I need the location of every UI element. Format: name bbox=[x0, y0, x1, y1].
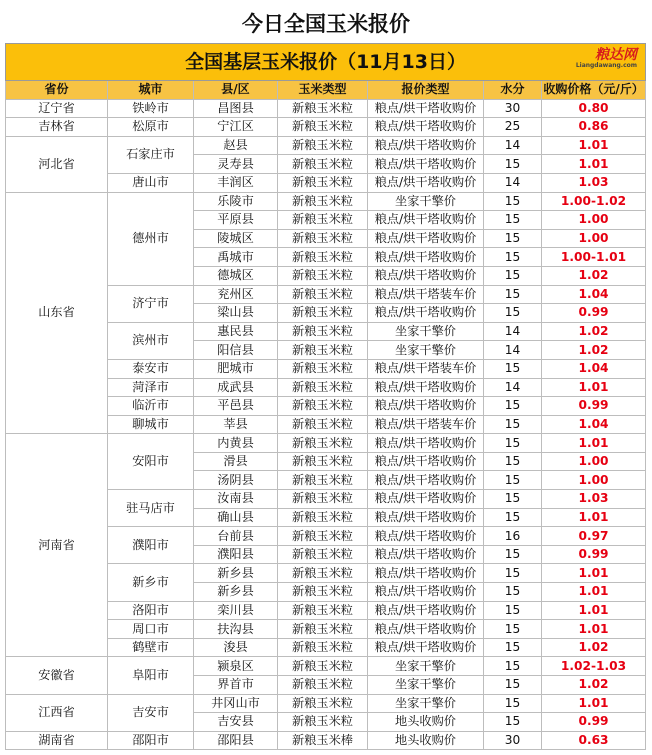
moisture-cell: 15 bbox=[484, 434, 542, 453]
corn-type-cell: 新粮玉米粒 bbox=[278, 285, 368, 304]
province-cell: 河北省 bbox=[6, 136, 108, 192]
quote-type-cell: 粮点/烘干塔收购价 bbox=[368, 583, 484, 602]
quote-type-cell: 坐家干擎价 bbox=[368, 322, 484, 341]
price-cell: 0.86 bbox=[542, 118, 646, 137]
city-cell: 周口市 bbox=[108, 620, 194, 639]
county-cell: 成武县 bbox=[194, 378, 278, 397]
moisture-cell: 15 bbox=[484, 304, 542, 323]
price-cell: 1.04 bbox=[542, 285, 646, 304]
county-cell: 宁江区 bbox=[194, 118, 278, 137]
table-row bbox=[6, 192, 646, 211]
moisture-cell: 15 bbox=[484, 266, 542, 285]
city-cell: 滨州市 bbox=[108, 322, 194, 359]
corn-type-cell: 新粮玉米粒 bbox=[278, 378, 368, 397]
corn-type-cell: 新粮玉米粒 bbox=[278, 545, 368, 564]
table-row bbox=[6, 136, 646, 155]
moisture-cell: 30 bbox=[484, 99, 542, 118]
moisture-cell: 15 bbox=[484, 657, 542, 676]
table-row bbox=[6, 731, 646, 750]
moisture-cell: 15 bbox=[484, 155, 542, 174]
county-cell: 阳信县 bbox=[194, 341, 278, 360]
province-cell: 河南省 bbox=[6, 434, 108, 657]
county-cell: 浚县 bbox=[194, 638, 278, 657]
city-cell: 吉安市 bbox=[108, 694, 194, 731]
quote-type-cell: 粮点/烘干塔收购价 bbox=[368, 545, 484, 564]
corn-type-cell: 新粮玉米粒 bbox=[278, 694, 368, 713]
county-cell: 惠民县 bbox=[194, 322, 278, 341]
moisture-cell: 15 bbox=[484, 620, 542, 639]
moisture-cell: 15 bbox=[484, 583, 542, 602]
moisture-cell: 15 bbox=[484, 415, 542, 434]
page-title: 今日全国玉米报价 bbox=[242, 12, 410, 36]
quote-type-cell: 粮点/烘干塔收购价 bbox=[368, 508, 484, 527]
moisture-cell: 15 bbox=[484, 545, 542, 564]
province-cell: 湖南省 bbox=[6, 731, 108, 750]
price-cell: 1.02 bbox=[542, 676, 646, 695]
city-cell: 临沂市 bbox=[108, 397, 194, 416]
table-banner bbox=[6, 44, 646, 81]
quote-type-cell: 粮点/烘干塔收购价 bbox=[368, 136, 484, 155]
corn-type-cell: 新粮玉米粒 bbox=[278, 657, 368, 676]
corn-type-cell: 新粮玉米粒 bbox=[278, 136, 368, 155]
city-cell: 濮阳市 bbox=[108, 527, 194, 564]
price-table bbox=[5, 43, 646, 750]
quote-type-cell: 地头收购价 bbox=[368, 731, 484, 750]
province-cell: 吉林省 bbox=[6, 118, 108, 137]
moisture-cell: 15 bbox=[484, 359, 542, 378]
price-cell: 1.03 bbox=[542, 490, 646, 509]
table-row bbox=[6, 657, 646, 676]
quote-type-cell: 坐家干擎价 bbox=[368, 676, 484, 695]
quote-type-cell: 粮点/烘干塔收购价 bbox=[368, 304, 484, 323]
county-cell: 吉安县 bbox=[194, 713, 278, 732]
quote-type-cell: 粮点/烘干塔收购价 bbox=[368, 266, 484, 285]
quote-type-cell: 粮点/烘干塔收购价 bbox=[368, 99, 484, 118]
moisture-cell: 15 bbox=[484, 676, 542, 695]
moisture-cell: 15 bbox=[484, 471, 542, 490]
price-cell: 1.04 bbox=[542, 359, 646, 378]
header-moisture: 水分 bbox=[484, 81, 542, 100]
corn-type-cell: 新粮玉米棒 bbox=[278, 731, 368, 750]
header-row bbox=[6, 81, 646, 100]
moisture-cell: 14 bbox=[484, 378, 542, 397]
quote-type-cell: 粮点/烘干塔收购价 bbox=[368, 118, 484, 137]
quote-type-cell: 粮点/烘干塔收购价 bbox=[368, 638, 484, 657]
quote-type-cell: 坐家干擎价 bbox=[368, 694, 484, 713]
county-cell: 台前县 bbox=[194, 527, 278, 546]
corn-type-cell: 新粮玉米粒 bbox=[278, 527, 368, 546]
price-cell: 1.01 bbox=[542, 694, 646, 713]
county-cell: 濮阳县 bbox=[194, 545, 278, 564]
city-cell: 鹤壁市 bbox=[108, 638, 194, 657]
city-cell: 安阳市 bbox=[108, 434, 194, 490]
corn-type-cell: 新粮玉米粒 bbox=[278, 322, 368, 341]
moisture-cell: 15 bbox=[484, 192, 542, 211]
price-cell: 0.63 bbox=[542, 731, 646, 750]
price-cell: 1.00-1.02 bbox=[542, 192, 646, 211]
price-cell: 1.02 bbox=[542, 322, 646, 341]
county-cell: 梁山县 bbox=[194, 304, 278, 323]
table-row bbox=[6, 434, 646, 453]
quote-type-cell: 坐家干擎价 bbox=[368, 657, 484, 676]
header-quote-type: 报价类型 bbox=[368, 81, 484, 100]
moisture-cell: 25 bbox=[484, 118, 542, 137]
county-cell: 汤阴县 bbox=[194, 471, 278, 490]
corn-type-cell: 新粮玉米粒 bbox=[278, 341, 368, 360]
price-cell: 1.01 bbox=[542, 508, 646, 527]
corn-type-cell: 新粮玉米粒 bbox=[278, 173, 368, 192]
moisture-cell: 15 bbox=[484, 564, 542, 583]
corn-type-cell: 新粮玉米粒 bbox=[278, 620, 368, 639]
moisture-cell: 15 bbox=[484, 638, 542, 657]
moisture-cell: 14 bbox=[484, 322, 542, 341]
moisture-cell: 15 bbox=[484, 713, 542, 732]
corn-type-cell: 新粮玉米粒 bbox=[278, 266, 368, 285]
county-cell: 颍泉区 bbox=[194, 657, 278, 676]
quote-type-cell: 地头收购价 bbox=[368, 713, 484, 732]
moisture-cell: 14 bbox=[484, 136, 542, 155]
county-cell: 汝南县 bbox=[194, 490, 278, 509]
header-city: 城市 bbox=[108, 81, 194, 100]
corn-type-cell: 新粮玉米粒 bbox=[278, 713, 368, 732]
price-cell: 1.02 bbox=[542, 638, 646, 657]
price-cell: 0.99 bbox=[542, 713, 646, 732]
corn-type-cell: 新粮玉米粒 bbox=[278, 248, 368, 267]
moisture-cell: 15 bbox=[484, 211, 542, 230]
county-cell: 兖州区 bbox=[194, 285, 278, 304]
moisture-cell: 15 bbox=[484, 490, 542, 509]
county-cell: 邵阳县 bbox=[194, 731, 278, 750]
price-cell: 1.00 bbox=[542, 471, 646, 490]
corn-type-cell: 新粮玉米粒 bbox=[278, 638, 368, 657]
corn-type-cell: 新粮玉米粒 bbox=[278, 434, 368, 453]
brand-logo bbox=[576, 48, 637, 69]
quote-type-cell: 粮点/烘干塔装车价 bbox=[368, 415, 484, 434]
county-cell: 赵县 bbox=[194, 136, 278, 155]
price-cell: 1.02 bbox=[542, 341, 646, 360]
corn-type-cell: 新粮玉米粒 bbox=[278, 304, 368, 323]
moisture-cell: 14 bbox=[484, 173, 542, 192]
price-cell: 1.00 bbox=[542, 211, 646, 230]
quote-type-cell: 粮点/烘干塔收购价 bbox=[368, 229, 484, 248]
moisture-cell: 15 bbox=[484, 601, 542, 620]
moisture-cell: 15 bbox=[484, 694, 542, 713]
county-cell: 平原县 bbox=[194, 211, 278, 230]
city-cell: 新乡市 bbox=[108, 564, 194, 601]
price-cell: 1.04 bbox=[542, 415, 646, 434]
price-cell: 0.99 bbox=[542, 397, 646, 416]
county-cell: 新乡县 bbox=[194, 583, 278, 602]
price-cell: 1.01 bbox=[542, 378, 646, 397]
county-cell: 内黄县 bbox=[194, 434, 278, 453]
city-cell: 唐山市 bbox=[108, 173, 194, 192]
corn-type-cell: 新粮玉米粒 bbox=[278, 359, 368, 378]
table-row bbox=[6, 99, 646, 118]
corn-type-cell: 新粮玉米粒 bbox=[278, 229, 368, 248]
corn-type-cell: 新粮玉米粒 bbox=[278, 118, 368, 137]
province-cell: 山东省 bbox=[6, 192, 108, 434]
city-cell: 聊城市 bbox=[108, 415, 194, 434]
corn-type-cell: 新粮玉米粒 bbox=[278, 490, 368, 509]
corn-type-cell: 新粮玉米粒 bbox=[278, 564, 368, 583]
moisture-cell: 15 bbox=[484, 452, 542, 471]
header-county: 县/区 bbox=[194, 81, 278, 100]
corn-type-cell: 新粮玉米粒 bbox=[278, 471, 368, 490]
price-cell: 0.97 bbox=[542, 527, 646, 546]
moisture-cell: 15 bbox=[484, 248, 542, 267]
quote-type-cell: 粮点/烘干塔收购价 bbox=[368, 527, 484, 546]
county-cell: 井冈山市 bbox=[194, 694, 278, 713]
county-cell: 界首市 bbox=[194, 676, 278, 695]
corn-type-cell: 新粮玉米粒 bbox=[278, 415, 368, 434]
quote-type-cell: 粮点/烘干塔收购价 bbox=[368, 173, 484, 192]
county-cell: 德城区 bbox=[194, 266, 278, 285]
logo-text: 粮达网 bbox=[595, 47, 638, 63]
county-cell: 确山县 bbox=[194, 508, 278, 527]
price-cell: 0.80 bbox=[542, 99, 646, 118]
price-cell: 1.01 bbox=[542, 620, 646, 639]
quote-type-cell: 粮点/烘干塔收购价 bbox=[368, 378, 484, 397]
city-cell: 松原市 bbox=[108, 118, 194, 137]
corn-type-cell: 新粮玉米粒 bbox=[278, 583, 368, 602]
county-cell: 乐陵市 bbox=[194, 192, 278, 211]
city-cell: 驻马店市 bbox=[108, 490, 194, 527]
price-cell: 0.99 bbox=[542, 304, 646, 323]
province-cell: 江西省 bbox=[6, 694, 108, 731]
price-cell: 1.02 bbox=[542, 266, 646, 285]
corn-type-cell: 新粮玉米粒 bbox=[278, 192, 368, 211]
corn-type-cell: 新粮玉米粒 bbox=[278, 99, 368, 118]
quote-type-cell: 粮点/烘干塔收购价 bbox=[368, 620, 484, 639]
price-cell: 1.01 bbox=[542, 601, 646, 620]
corn-type-cell: 新粮玉米粒 bbox=[278, 397, 368, 416]
moisture-cell: 16 bbox=[484, 527, 542, 546]
county-cell: 滑县 bbox=[194, 452, 278, 471]
quote-type-cell: 粮点/烘干塔装车价 bbox=[368, 285, 484, 304]
city-cell: 济宁市 bbox=[108, 285, 194, 322]
city-cell: 德州市 bbox=[108, 192, 194, 285]
county-cell: 丰润区 bbox=[194, 173, 278, 192]
province-cell: 辽宁省 bbox=[6, 99, 108, 118]
county-cell: 扶沟县 bbox=[194, 620, 278, 639]
moisture-cell: 15 bbox=[484, 285, 542, 304]
quote-type-cell: 粮点/烘干塔收购价 bbox=[368, 601, 484, 620]
price-cell: 1.03 bbox=[542, 173, 646, 192]
city-cell: 泰安市 bbox=[108, 359, 194, 378]
quote-type-cell: 粮点/烘干塔收购价 bbox=[368, 434, 484, 453]
table-row bbox=[6, 118, 646, 137]
corn-type-cell: 新粮玉米粒 bbox=[278, 211, 368, 230]
price-cell: 1.01 bbox=[542, 434, 646, 453]
quote-type-cell: 粮点/烘干塔装车价 bbox=[368, 359, 484, 378]
price-cell: 1.00-1.01 bbox=[542, 248, 646, 267]
header-corn-type: 玉米类型 bbox=[278, 81, 368, 100]
price-cell: 1.01 bbox=[542, 136, 646, 155]
corn-type-cell: 新粮玉米粒 bbox=[278, 676, 368, 695]
price-cell: 1.00 bbox=[542, 452, 646, 471]
quote-type-cell: 粮点/烘干塔收购价 bbox=[368, 211, 484, 230]
moisture-cell: 30 bbox=[484, 731, 542, 750]
county-cell: 昌图县 bbox=[194, 99, 278, 118]
price-cell: 1.02-1.03 bbox=[542, 657, 646, 676]
header-province: 省份 bbox=[6, 81, 108, 100]
price-cell: 1.01 bbox=[542, 583, 646, 602]
county-cell: 莘县 bbox=[194, 415, 278, 434]
header-price: 收购价格（元/斤） bbox=[542, 81, 646, 100]
quote-type-cell: 粮点/烘干塔收购价 bbox=[368, 452, 484, 471]
corn-type-cell: 新粮玉米粒 bbox=[278, 508, 368, 527]
quote-type-cell: 粮点/烘干塔收购价 bbox=[368, 248, 484, 267]
county-cell: 禹城市 bbox=[194, 248, 278, 267]
county-cell: 肥城市 bbox=[194, 359, 278, 378]
moisture-cell: 15 bbox=[484, 508, 542, 527]
city-cell: 菏泽市 bbox=[108, 378, 194, 397]
price-cell: 0.99 bbox=[542, 545, 646, 564]
corn-type-cell: 新粮玉米粒 bbox=[278, 452, 368, 471]
city-cell: 铁岭市 bbox=[108, 99, 194, 118]
corn-type-cell: 新粮玉米粒 bbox=[278, 155, 368, 174]
quote-type-cell: 坐家干擎价 bbox=[368, 341, 484, 360]
city-cell: 石家庄市 bbox=[108, 136, 194, 173]
province-cell: 安徽省 bbox=[6, 657, 108, 694]
logo-subtext: Liangdawang.com bbox=[575, 62, 638, 69]
moisture-cell: 15 bbox=[484, 397, 542, 416]
quote-type-cell: 粮点/烘干塔收购价 bbox=[368, 155, 484, 174]
quote-type-cell: 粮点/烘干塔收购价 bbox=[368, 564, 484, 583]
county-cell: 新乡县 bbox=[194, 564, 278, 583]
moisture-cell: 14 bbox=[484, 341, 542, 360]
quote-type-cell: 粮点/烘干塔收购价 bbox=[368, 490, 484, 509]
county-cell: 栾川县 bbox=[194, 601, 278, 620]
price-cell: 1.01 bbox=[542, 564, 646, 583]
banner-title: 全国基层玉米报价（11月13日） bbox=[185, 50, 466, 73]
moisture-cell: 15 bbox=[484, 229, 542, 248]
county-cell: 陵城区 bbox=[194, 229, 278, 248]
quote-type-cell: 粮点/烘干塔收购价 bbox=[368, 471, 484, 490]
price-cell: 1.00 bbox=[542, 229, 646, 248]
table-row bbox=[6, 694, 646, 713]
county-cell: 灵寿县 bbox=[194, 155, 278, 174]
quote-type-cell: 粮点/烘干塔收购价 bbox=[368, 397, 484, 416]
county-cell: 平邑县 bbox=[194, 397, 278, 416]
city-cell: 阜阳市 bbox=[108, 657, 194, 694]
city-cell: 邵阳市 bbox=[108, 731, 194, 750]
corn-type-cell: 新粮玉米粒 bbox=[278, 601, 368, 620]
quote-type-cell: 坐家干擎价 bbox=[368, 192, 484, 211]
city-cell: 洛阳市 bbox=[108, 601, 194, 620]
price-cell: 1.01 bbox=[542, 155, 646, 174]
